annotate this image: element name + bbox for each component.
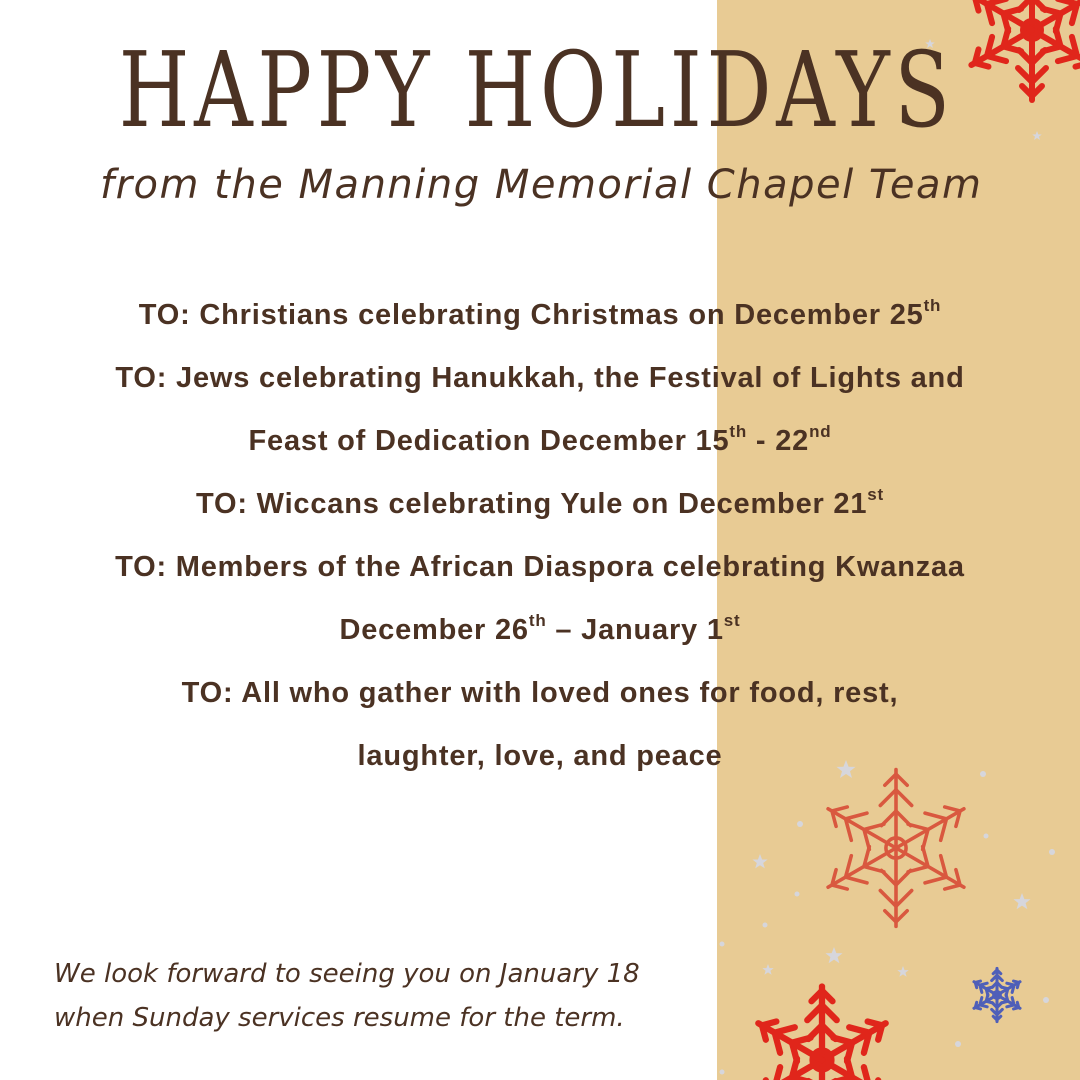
star-icon <box>897 966 908 977</box>
ordinal-suffix: st <box>723 611 741 630</box>
greeting-text: TO: Wiccans celebrating Yule on December 21 <box>195 488 868 520</box>
greeting-yule <box>40 473 1040 536</box>
star-icon <box>720 1070 725 1075</box>
star-icon <box>1032 131 1042 140</box>
snowflake-icon <box>751 987 893 1080</box>
star-icon <box>752 854 767 868</box>
greeting-text: TO: Christians celebrating Christmas on December 25 <box>138 299 924 331</box>
ordinal-suffix: th <box>923 296 942 315</box>
snowflake-icon <box>964 0 1080 100</box>
ordinal-suffix: nd <box>809 422 832 441</box>
star-icon <box>763 923 768 928</box>
star-icon <box>955 1041 961 1047</box>
greeting-text: Feast of Dedication December 15 <box>248 425 730 457</box>
ordinal-suffix: th <box>528 611 547 630</box>
star-icon <box>762 964 773 975</box>
snowflake-icon <box>971 968 1022 1021</box>
card-title: HAPPY HOLIDAYS <box>118 29 955 151</box>
greeting-all-line1: TO: All who gather with loved ones for food, rest, <box>181 677 899 709</box>
snowflake-icon <box>820 770 971 927</box>
greeting-text: - 22 <box>747 425 810 457</box>
card-subtitle: from the Manning Memorial Chapel Team <box>100 162 983 208</box>
footer-message <box>54 952 694 1040</box>
greeting-list <box>40 284 1040 788</box>
star-icon <box>720 942 725 947</box>
greeting-hanukkah-line1: TO: Jews celebrating Hanukkah, the Festival of Lights and <box>115 362 965 394</box>
star-icon <box>1013 893 1030 909</box>
greeting-hanukkah-line2 <box>40 410 1040 473</box>
footer-line2: when Sunday services resume for the term. <box>54 1003 625 1033</box>
star-icon <box>984 834 989 839</box>
greeting-kwanzaa-line2 <box>40 599 1040 662</box>
ordinal-suffix: st <box>867 485 885 504</box>
greeting-christmas <box>40 284 1040 347</box>
star-icon <box>797 821 803 827</box>
star-icon <box>795 892 800 897</box>
star-icon <box>1043 997 1049 1003</box>
greeting-kwanzaa-line1: TO: Members of the African Diaspora celebrating Kwanzaa <box>115 551 965 583</box>
greeting-all-line2: laughter, love, and peace <box>357 740 723 772</box>
ordinal-suffix: th <box>729 422 748 441</box>
star-icon <box>1049 849 1055 855</box>
greeting-text: – January 1 <box>546 614 724 646</box>
footer-line1: We look forward to seeing you on January 18 <box>54 959 640 989</box>
greeting-text: December 26 <box>339 614 529 646</box>
star-icon <box>825 947 842 963</box>
